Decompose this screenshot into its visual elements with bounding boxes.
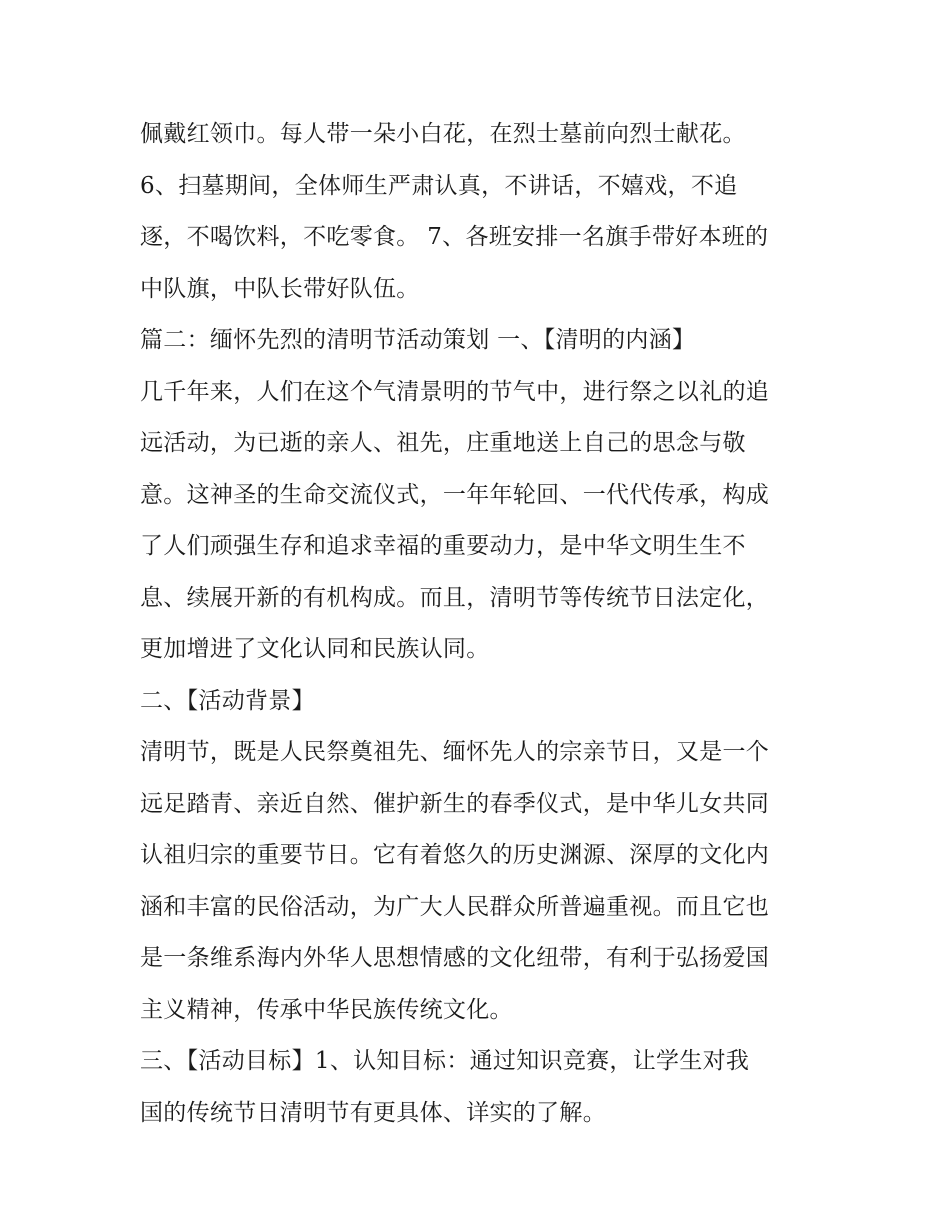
text-line: 意。这神圣的生命交流仪式，一年年轮回、一代代传承，构成	[140, 481, 770, 508]
text-line: 是一条维系海内外华人思想情感的文化纽带，有利于弘扬爱国	[140, 945, 770, 971]
document-body	[140, 109, 830, 1139]
text-line: 远活动，为已逝的亲人、祖先，庄重地送上自己的思念与敬	[140, 430, 746, 456]
text-line: 几千年来，人们在这个气清景明的节气中，进行祭之以礼的追	[140, 378, 770, 405]
text-line: 中队旗，中队长带好队伍。	[140, 275, 420, 302]
text-line: 逐，不喝饮料，不吃零食。 7、各班安排一名旗手带好本班的	[140, 224, 769, 250]
section-heading: 篇二：缅怀先烈的清明节活动策划 一、【清明的内涵】	[140, 327, 696, 353]
text-line: 远足踏青、亲近自然、催护新生的春季仪式，是中华儿女共同	[140, 790, 770, 817]
text-line: 清明节，既是人民祭奠祖先、缅怀先人的宗亲节日，又是一个	[140, 739, 770, 765]
text-line: 国的传统节日清明节有更具体、详实的了解。	[140, 1099, 606, 1126]
text-line: 6、扫墓期间，全体师生严肃认真，不讲话，不嬉戏，不追	[140, 172, 738, 199]
text-line: 涵和丰富的民俗活动，为广大人民群众所普遍重视。而且它也	[140, 893, 770, 920]
text-line: 息、续展开新的有机构成。而且，清明节等传统节日法定化，	[140, 584, 770, 611]
text-line: 主义精神，传承中华民族传统文化。	[140, 996, 513, 1023]
section-heading: 二、【活动背景】	[140, 687, 315, 714]
text-line: 认祖归宗的重要节日。它有着悠久的历史渊源、深厚的文化内	[140, 842, 770, 868]
text-line: 了人们顽强生存和追求幸福的重要动力，是中华文明生生不	[140, 533, 746, 559]
text-line: 更加增进了文化认同和民族认同。	[140, 636, 490, 662]
text-line: 佩戴红领巾。每人带一朵小白花，在烈士墓前向烈士献花。	[140, 121, 746, 147]
section-heading: 三、【活动目标】1、认知目标：通过知识竞赛，让学生对我	[140, 1048, 750, 1074]
